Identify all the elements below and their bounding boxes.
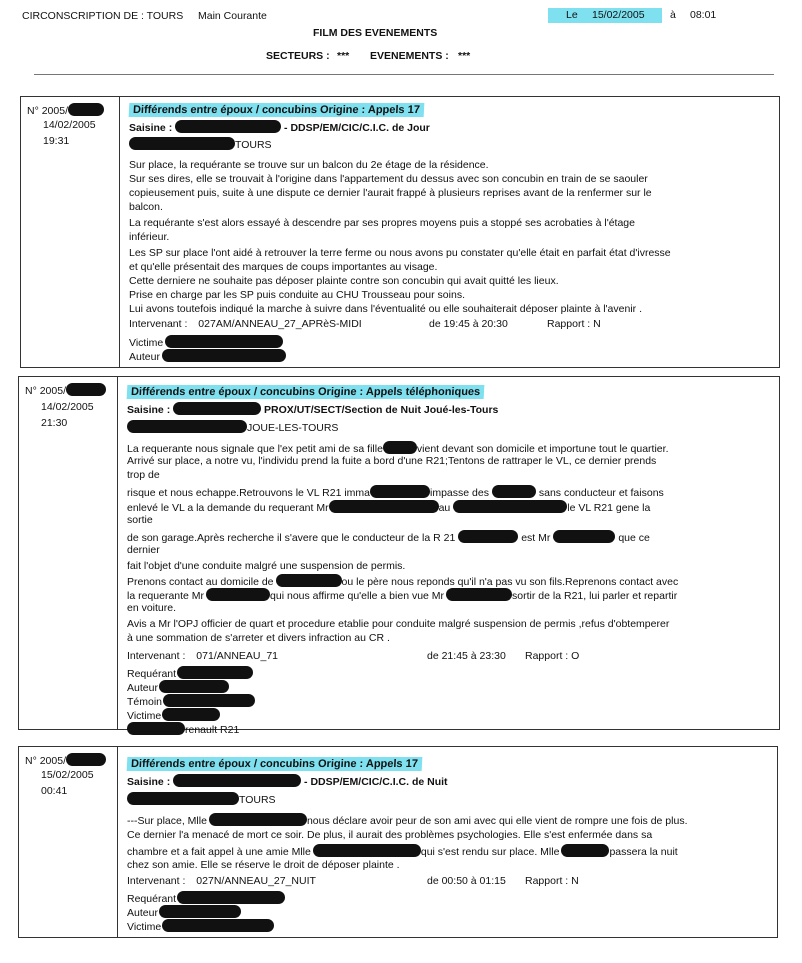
redaction [127, 792, 239, 805]
narrative-text: sortir de la R21, lui parler et repartir [512, 590, 678, 602]
person-role: Auteur [127, 682, 158, 694]
redaction [66, 753, 106, 766]
narrative-text: ou le père nous reponds qu'il n'a pas vu son fils.Reprenons contact avec [341, 576, 679, 588]
person-role: Requérant [127, 893, 177, 905]
intervenant-value: 027N/ANNEAU_27_NUIT [196, 875, 316, 887]
narrative-line: en voiture. [127, 602, 177, 614]
event-time: 00:41 [41, 785, 68, 797]
redaction [446, 588, 512, 601]
redaction [175, 120, 281, 133]
redaction [163, 694, 255, 707]
intervenant-row [129, 318, 362, 330]
event-title: Différends entre époux / concubins Origine : Appels 17 [129, 103, 425, 117]
redaction [162, 349, 286, 362]
saisine-unit: PROX/UT/SECT/Section de Nuit Joué-les-Tours [264, 404, 499, 416]
intervenant-label: Intervenant : [127, 650, 186, 662]
event-meta-column [19, 747, 118, 937]
narrative-text: Prenons contact au domicile de [127, 576, 274, 588]
redaction [370, 485, 430, 498]
event-title: Différends entre époux / concubins Origine : Appels téléphoniques [127, 385, 485, 399]
event-location: TOURS [239, 794, 276, 806]
sectors-value: *** [337, 50, 350, 62]
narrative-line: La requérante s'est alors essayé à descendre par ses propres moyens puis a stoppé ses acrobaties à l'étage [129, 217, 635, 229]
intervenant-value: 027AM/ANNEAU_27_APRèS-MIDI [198, 318, 362, 330]
redaction [159, 680, 229, 693]
person-role: Auteur [129, 351, 160, 363]
narrative-line: sortie [127, 514, 153, 526]
service-label: Main Courante [198, 10, 267, 22]
redaction [492, 485, 536, 498]
event-time: 19:31 [43, 135, 70, 147]
saisine-unit: - DDSP/EM/CIC/C.I.C. de Nuit [304, 776, 448, 788]
redaction [329, 500, 439, 513]
narrative-text: qui s'est rendu sur place. Mlle [420, 846, 560, 858]
event-date: 14/02/2005 [43, 119, 96, 131]
report-time: 08:01 [690, 9, 717, 21]
event-meta-column [19, 377, 118, 729]
event-number: 2005/ [39, 385, 66, 397]
narrative-line: Cette derniere ne souhaite pas déposer plainte contre son concubin qui avait quitté les lieux. [129, 275, 559, 287]
narrative-line: Ce dernier l'a menacé de mort ce soir. De plus, il aurait des problèmes psychologies. Elle s'est enfermée dans sa [127, 829, 653, 841]
redaction [276, 574, 342, 587]
report-date: 15/02/2005 [592, 9, 645, 21]
narrative-text: le VL R21 gene la [567, 502, 651, 514]
saisine-label: Saisine : [127, 776, 171, 788]
saisine-unit: - DDSP/EM/CIC/C.I.C. de Jour [284, 122, 430, 134]
date-prefix: Le [566, 9, 578, 21]
saisine-label: Saisine : [129, 122, 173, 134]
redaction [453, 500, 567, 513]
page-title: FILM DES EVENEMENTS [313, 27, 438, 39]
redaction [177, 666, 253, 679]
redaction [127, 722, 185, 735]
narrative-text: risque et nous echappe.Retrouvons le VL R21 imma [127, 487, 370, 499]
narrative-line: et qu'elle présentait des marques de coups importantes au visage. [129, 261, 438, 273]
intervenant-label: Intervenant : [129, 318, 188, 330]
event-number-prefix: N° [27, 105, 39, 117]
narrative-line: Lui avons toutefois indiqué la marche à suivre dans l'éventualité ou elle souhaiterait déposer plainte à l'avenir . [129, 303, 642, 315]
redaction [159, 905, 241, 918]
event-meta-column [21, 97, 120, 367]
sectors-label: SECTEURS : [266, 50, 330, 62]
narrative-line: fait l'objet d'une conduite malgré une suspension de permis. [127, 560, 406, 572]
redaction [209, 813, 307, 826]
narrative-line: Arrivé sur place, a notre vu, l'individu prend la fuite a bord d'une R21;Tentons de rattraper le VL, ce dernier prends [127, 455, 657, 467]
event-content [127, 757, 769, 933]
circonscription-label: CIRCONSCRIPTION DE : TOURS [22, 10, 184, 22]
redaction [127, 420, 247, 433]
rapport-status: Rapport : N [547, 318, 601, 330]
narrative-text: chambre et a fait appel à une amie Mlle [127, 846, 311, 858]
narrative-text: au [438, 502, 451, 514]
intervention-period: de 19:45 à 20:30 [429, 318, 508, 330]
narrative-line: balcon. [129, 201, 163, 213]
redaction [458, 530, 518, 543]
narrative-text: la requerante Mr [127, 590, 205, 602]
event-content [127, 385, 771, 736]
intervenant-row [127, 875, 316, 887]
event-card-2 [18, 376, 780, 736]
redaction [68, 103, 104, 116]
event-number: 2005/ [39, 755, 66, 767]
narrative-line: Sur place, la requérante se trouve sur un balcon du 2e étage de la résidence. [129, 159, 489, 171]
narrative-text: de son garage.Après recherche il s'avere que le conducteur de la R 21 [127, 532, 456, 544]
event-number-prefix: N° [25, 755, 37, 767]
event-number-prefix: N° [25, 385, 37, 397]
event-date: 14/02/2005 [41, 401, 94, 413]
person-role: Victime [129, 337, 164, 349]
narrative-line: Prise en charge par les SP puis conduite au CHU Trousseau pour soins. [129, 289, 465, 301]
rapport-status: Rapport : N [525, 875, 579, 887]
narrative-line: inférieur. [129, 231, 170, 243]
at-label: à [670, 9, 676, 21]
redaction [173, 402, 261, 415]
event-time: 21:30 [41, 417, 68, 429]
narrative-line: Avis a Mr l'OPJ officier de quart et procedure etablie pour conduite malgré suspension de permis ,refus d'obtemperer [127, 618, 670, 630]
redaction [129, 137, 235, 150]
narrative-line: Sur ses dires, elle se trouvait à l'origine dans l'appartement du dessus avec son concubin en train de se saouler [129, 173, 648, 185]
narrative-text: sans conducteur et faisons [538, 487, 664, 499]
narrative-text: que ce [618, 532, 650, 544]
intervenant-label: Intervenant : [127, 875, 186, 887]
narrative-text: ---Sur place, Mlle [127, 815, 207, 827]
narrative-line: chez son amie. Elle se réserve le droit de déposer plainte . [127, 859, 400, 871]
redaction [313, 844, 421, 857]
narrative-line: copieusement puis, suite à une dispute ce dernier l'aurait frappé à plusieurs reprises avant de la renfermer sur le [129, 187, 652, 199]
intervention-period: de 21:45 à 23:30 [427, 650, 506, 662]
person-role: Victime [127, 710, 162, 722]
events-label: EVENEMENTS : [370, 50, 449, 62]
intervenant-value: 071/ANNEAU_71 [196, 650, 279, 662]
narrative-line: trop de [127, 469, 160, 481]
redaction [383, 441, 417, 454]
narrative-text: qui nous affirme qu'elle a bien vue Mr [270, 590, 445, 602]
narrative-text: enlevé le VL a la demande du requerant Mr [127, 502, 329, 514]
narrative-text: La requerante nous signale que l'ex petit ami de sa fille [127, 443, 383, 455]
redaction [206, 588, 270, 601]
narrative-line: dernier [127, 544, 160, 556]
person-role: Victime [127, 921, 162, 933]
narrative-text: passera la nuit [609, 846, 678, 858]
redaction [162, 708, 220, 721]
narrative-text: impasse des [430, 487, 489, 499]
separator-line [34, 74, 774, 75]
event-content [129, 103, 771, 363]
redaction [162, 919, 274, 932]
intervention-period: de 00:50 à 01:15 [427, 875, 506, 887]
narrative-text: est Mr [521, 532, 551, 544]
person-role: Requérant [127, 668, 177, 680]
person-role: Témoin [127, 696, 163, 708]
redaction [173, 774, 301, 787]
redaction [165, 335, 283, 348]
narrative-line: à une sommation de s'arreter et divers infraction au CR . [127, 632, 390, 644]
event-title: Différends entre époux / concubins Origine : Appels 17 [127, 757, 423, 771]
event-card-3 [18, 746, 778, 938]
event-number: 2005/ [41, 105, 68, 117]
vehicle-label: renault R21 [185, 724, 240, 736]
redaction [177, 891, 285, 904]
redaction [553, 530, 615, 543]
event-card-1 [20, 96, 780, 368]
event-date: 15/02/2005 [41, 769, 94, 781]
saisine-label: Saisine : [127, 404, 171, 416]
narrative-text: vient devant son domicile et importune tout le quartier. [416, 443, 669, 455]
redaction [66, 383, 106, 396]
person-role: Auteur [127, 907, 158, 919]
event-location: JOUE-LES-TOURS [247, 422, 339, 434]
event-location: TOURS [235, 139, 272, 151]
redaction [561, 844, 609, 857]
narrative-text: nous déclare avoir peur de son ami avec qui elle vient de rompre une fois de plus. [306, 815, 688, 827]
events-value: *** [458, 50, 471, 62]
narrative-line: Les SP sur place l'ont aidé à retrouver la terre ferme ou nous avons pu constater qu'elle était en parfait état d'ivresse [129, 247, 671, 259]
rapport-status: Rapport : O [525, 650, 580, 662]
intervenant-row [127, 650, 278, 662]
